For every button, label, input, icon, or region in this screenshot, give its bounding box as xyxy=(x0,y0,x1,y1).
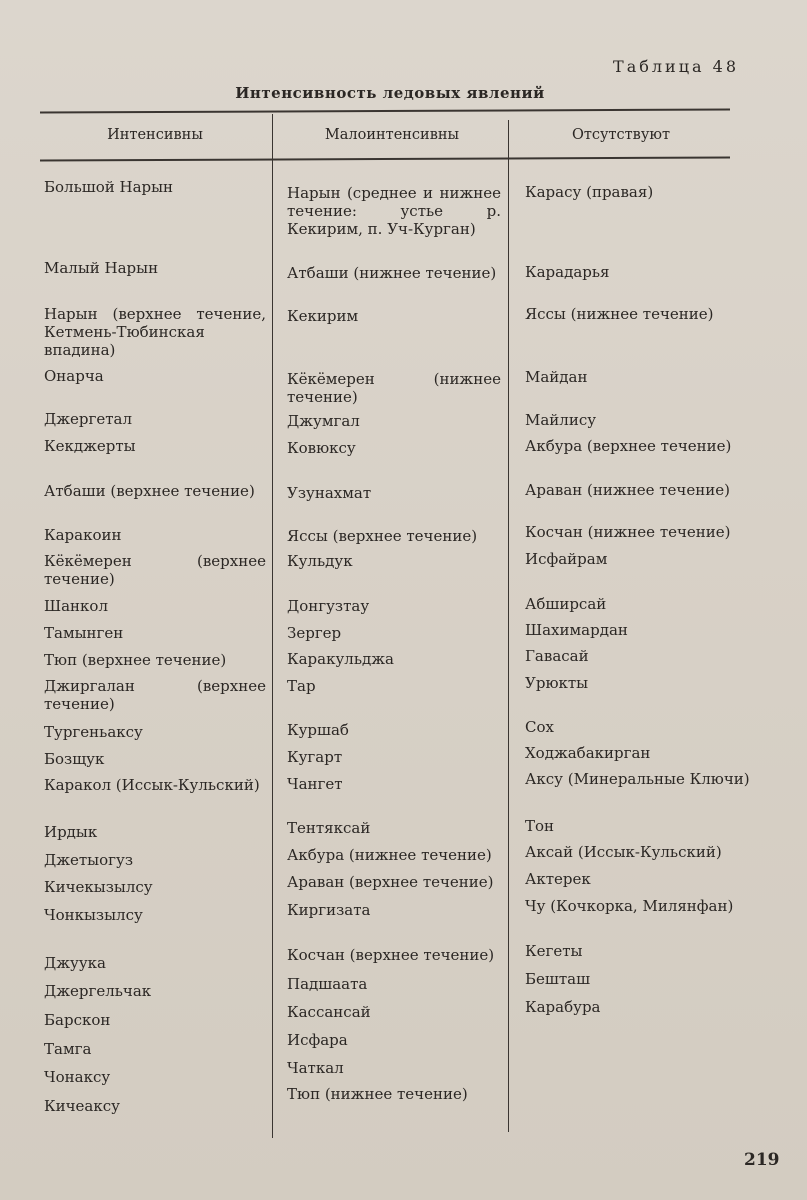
col2-cell: Чангет xyxy=(287,775,343,793)
col1-cell: Бозщук xyxy=(44,750,105,768)
col1-cell: Джергельчак xyxy=(44,982,152,1000)
column-divider-2 xyxy=(508,120,509,1132)
col2-cell: Тюп (нижнее течение) xyxy=(287,1085,468,1103)
table-top-rule xyxy=(40,108,730,113)
col2-cell: Киргизата xyxy=(287,901,371,919)
col2-cell: Узунахмат xyxy=(287,484,372,502)
col1-cell: Кекджерты xyxy=(44,437,136,455)
col1-cell: Ирдык xyxy=(44,823,98,841)
col1-cell: Каракоин xyxy=(44,526,122,544)
col3-cell: Тон xyxy=(525,817,555,835)
col1-cell: Чонаксу xyxy=(44,1068,111,1086)
col2-cell: Джумгал xyxy=(287,412,360,430)
col3-cell: Яссы (нижнее течение) xyxy=(525,305,714,323)
col3-cell: Карабура xyxy=(525,998,601,1016)
col1-cell: Тюп (верхнее течение) xyxy=(44,651,227,669)
col3-cell: Карасу (правая) xyxy=(525,183,654,201)
col2-cell: Падшаата xyxy=(287,975,368,993)
col3-cell: Гавасай xyxy=(525,647,589,665)
col2-cell: Ковюксу xyxy=(287,439,356,457)
page-number: 219 xyxy=(744,1150,780,1170)
col1-cell: Тамга xyxy=(44,1040,92,1058)
col3-cell: Косчан (нижнее течение) xyxy=(525,523,731,541)
col2-cell: Кугарт xyxy=(287,748,343,766)
col2-cell: Куршаб xyxy=(287,721,349,739)
col3-cell: Урюкты xyxy=(525,674,589,692)
column-divider-1 xyxy=(272,114,273,1138)
col3-cell: Абширсай xyxy=(525,595,607,613)
col3-cell: Исфайрам xyxy=(525,550,608,568)
col2-cell: Кёкёмерен (нижнее течение) xyxy=(287,370,501,406)
col3-cell: Аксай (Иссык-Кульский) xyxy=(525,843,722,861)
col3-cell: Бешташ xyxy=(525,970,591,988)
col3-cell: Майдан xyxy=(525,368,588,386)
col1-cell: Малый Нарын xyxy=(44,259,159,277)
col1-cell: Онарча xyxy=(44,367,104,385)
col2-cell: Кульдук xyxy=(287,552,353,570)
col3-cell: Карадарья xyxy=(525,263,610,281)
col2-cell: Зергер xyxy=(287,624,342,642)
col2-cell: Косчан (верхнее течение) xyxy=(287,946,495,964)
col2-cell: Тар xyxy=(287,677,316,695)
col2-cell: Донгузтау xyxy=(287,597,370,615)
col1-cell: Нарын (верхнее течение, Кетмень-Тюбинская впадина) xyxy=(44,305,266,359)
col3-cell: Ходжабакирган xyxy=(525,744,651,762)
col1-cell: Шанкол xyxy=(44,597,108,615)
col3-cell: Араван (нижнее течение) xyxy=(525,481,730,499)
col1-cell: Атбаши (верхнее течение) xyxy=(44,482,255,500)
col2-cell: Чаткал xyxy=(287,1059,344,1077)
col3-cell: Актерек xyxy=(525,870,591,888)
col3-cell: Акбура (верхнее течение) xyxy=(525,437,732,455)
col1-cell: Большой Нарын xyxy=(44,178,174,196)
col2-cell: Атбаши (нижнее течение) xyxy=(287,264,497,282)
col2-cell: Кассансай xyxy=(287,1003,371,1021)
col1-cell: Джетыогуз xyxy=(44,851,134,869)
col1-cell: Чонкызылсу xyxy=(44,906,143,924)
col3-cell: Аксу (Минеральные Ключи) xyxy=(525,770,750,788)
table-title: Интенсивность ледовых явлений xyxy=(235,84,545,102)
col1-cell: Кичеаксу xyxy=(44,1097,120,1115)
header-low-intensive: Малоинтенсивны xyxy=(324,127,460,143)
col1-cell: Барскон xyxy=(44,1011,111,1029)
col1-cell: Кёкёмерен (верхнее течение) xyxy=(44,552,266,588)
header-absent: Отсутствуют xyxy=(571,127,671,143)
header-intensive: Интенсивны xyxy=(107,127,203,143)
col3-cell: Майлису xyxy=(525,411,597,429)
col2-cell: Тентяксай xyxy=(287,819,371,837)
col2-cell: Араван (верхнее течение) xyxy=(287,873,494,891)
col2-cell: Яссы (верхнее течение) xyxy=(287,527,478,545)
col1-cell: Джуука xyxy=(44,954,106,972)
col2-cell: Нарын (среднее и нижнее течение: устье р. Кекирим, п. Уч-Курган) xyxy=(287,184,501,238)
table-number: Таблица 48 xyxy=(613,57,739,76)
col1-cell: Джиргалан (верхнее течение) xyxy=(44,677,266,713)
col3-cell: Кегеты xyxy=(525,942,583,960)
table-header-rule xyxy=(40,156,730,161)
col2-cell: Акбура (нижнее течение) xyxy=(287,846,492,864)
col2-cell: Каракульджа xyxy=(287,650,394,668)
col1-cell: Тургеньаксу xyxy=(44,723,143,741)
col2-cell: Исфара xyxy=(287,1031,348,1049)
col3-cell: Чу (Кочкорка, Милянфан) xyxy=(525,897,734,915)
col1-cell: Каракол (Иссык-Кульский) xyxy=(44,776,260,794)
col3-cell: Сох xyxy=(525,718,554,736)
col3-cell: Шахимардан xyxy=(525,621,628,639)
col2-cell: Кекирим xyxy=(287,307,359,325)
col1-cell: Тамынген xyxy=(44,624,124,642)
col1-cell: Кичекызылсу xyxy=(44,878,153,896)
col1-cell: Джергетал xyxy=(44,410,132,428)
